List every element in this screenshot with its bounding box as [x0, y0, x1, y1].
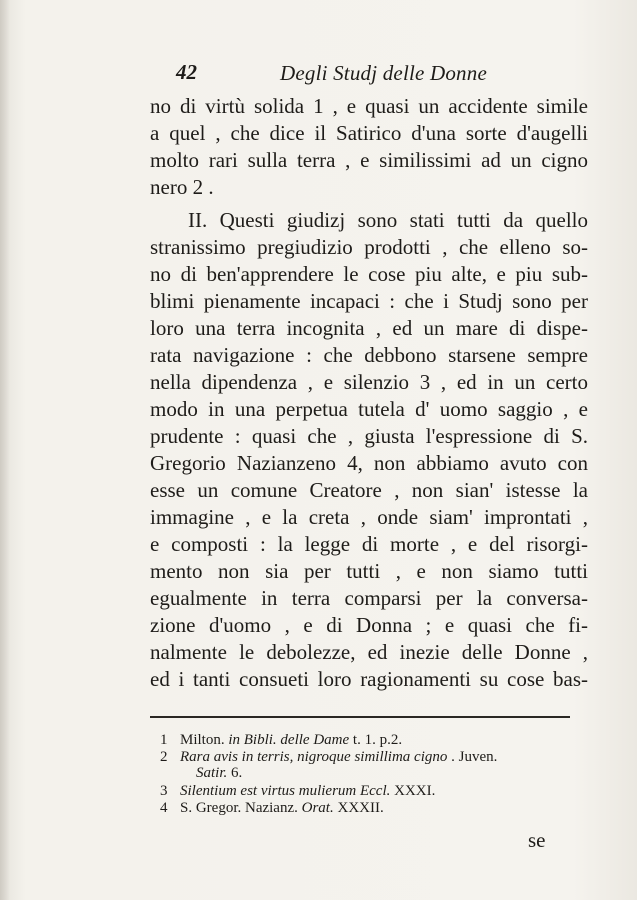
footnote-italic: Rara avis in terris, nigroque simillima cigno — [180, 749, 448, 765]
body-line: no di virtù solida 1 , e quasi un accidente simile — [150, 94, 588, 118]
paragraph-start-line: II. Questi giudizj sono stati tutti da quello — [188, 208, 588, 232]
catchword: se — [528, 828, 546, 852]
body-line: ed i tanti consueti loro ragionamenti su cose bas- — [150, 667, 588, 691]
running-title: Degli Studj delle Donne — [280, 61, 487, 85]
footnote-number: 1 — [160, 732, 168, 748]
footnote-lead: Milton. — [180, 732, 225, 748]
footnote-2-continued — [196, 765, 616, 781]
body-line: stranissimo pregiudizio prodotti , che elleno so- — [150, 235, 588, 259]
footnote-number: 2 — [160, 749, 168, 765]
footnote-tail: t. 1. p.2. — [352, 732, 403, 748]
body-line: a quel , che dice il Satirico d'una sorte d'augelli — [150, 121, 588, 145]
body-line: mento non sia per tutti , e non siamo tutti — [150, 559, 588, 583]
footnote-rule — [150, 716, 570, 718]
footnote-2 — [160, 749, 580, 765]
footnote-4 — [160, 800, 580, 816]
footnote-tail: . Juven. — [451, 749, 498, 765]
body-line: no di ben'apprendere le cose piu alte, e piu sub- — [150, 262, 588, 286]
body-line: nella dipendenza , e silenzio 3 , ed in un certo — [150, 370, 588, 394]
footnote-1 — [160, 732, 580, 748]
body-line: loro una terra incognita , ed un mare di dispe- — [150, 316, 588, 340]
footnote-number: 3 — [160, 783, 168, 799]
body-line: prudente : quasi che , giusta l'espressione di S. — [150, 424, 588, 448]
body-line: zione d'uomo , e di Donna ; e quasi che fi- — [150, 613, 588, 637]
footnote-number: 4 — [160, 800, 168, 816]
body-line: molto rari sulla terra , e similissimi ad un cigno — [150, 148, 588, 172]
body-line: Gregorio Nazianzeno 4, non abbiamo avuto con — [150, 451, 588, 475]
footnote-lead: S. Gregor. Nazianz. — [180, 800, 298, 816]
body-line: esse un comune Creatore , non sian' istesse la — [150, 478, 588, 502]
page-number: 42 — [176, 60, 197, 84]
footnote-tail: XXXII. — [337, 800, 384, 816]
footnote-italic: Orat. — [301, 800, 334, 816]
body-line: nero 2 . — [150, 175, 214, 199]
footnote-italic: in Bibli. delle Dame — [228, 732, 350, 748]
footnote-tail: 6. — [231, 765, 243, 781]
body-line: nalmente le debolezze, ed inezie delle Donne , — [150, 640, 588, 664]
body-line: e composti : la legge di morte , e del risorgi- — [150, 532, 588, 556]
footnote-3 — [160, 783, 580, 799]
body-line: blimi pienamente incapaci : che i Studj sono per — [150, 289, 588, 313]
page-header — [176, 60, 536, 88]
body-line: modo in una perpetua tutela d' uomo saggio , e — [150, 397, 588, 421]
footnote-tail: XXXI. — [394, 783, 436, 799]
footnote-italic: Silentium est virtus mulierum Eccl. — [180, 783, 391, 799]
body-line: rata navigazione : che debbono starsene sempre — [150, 343, 588, 367]
page-binding-shadow — [0, 0, 10, 900]
body-line: egualmente in terra comparsi per la conversa- — [150, 586, 588, 610]
body-line: immagine , e la creta , onde siam' improntati , — [150, 505, 588, 529]
footnote-italic: Satir. — [196, 765, 228, 781]
